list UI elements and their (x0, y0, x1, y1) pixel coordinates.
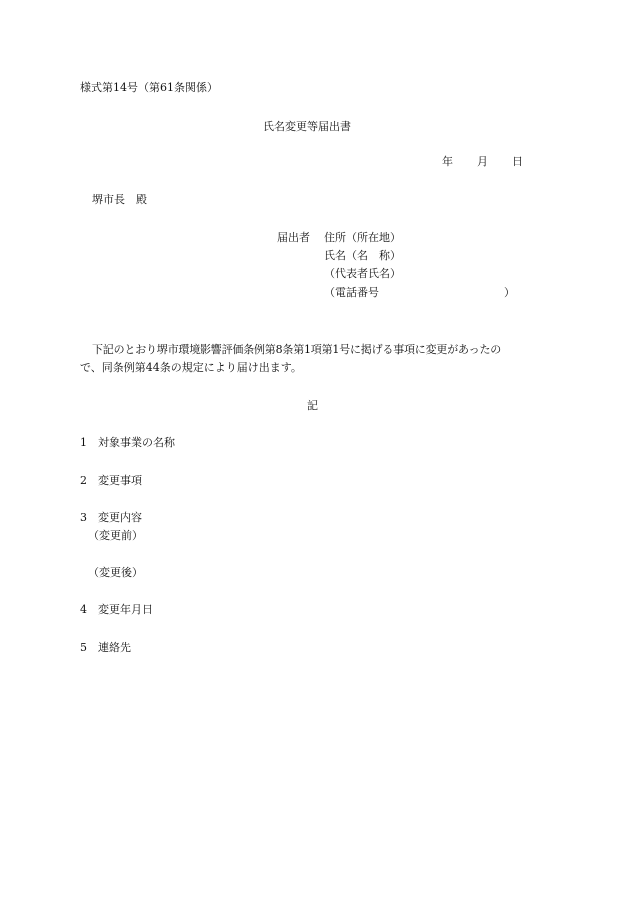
item-target-project-name: 1 対象事業の名称 (80, 436, 175, 449)
name-label: 氏名（名 称） (324, 249, 401, 262)
representative-label: （代表者氏名） (324, 267, 401, 280)
body-text-line-1: 下記のとおり堺市環境影響評価条例第8条第1項第1号に掲げる事項に変更があったの (92, 343, 502, 356)
form-number: 様式第14号（第61条関係） (80, 81, 218, 94)
addressee: 堺市長 殿 (92, 193, 147, 206)
note-heading: 記 (307, 399, 318, 412)
date-year-label: 年 (442, 155, 453, 168)
item-contact: 5 連絡先 (80, 641, 131, 654)
notifier-label: 届出者 (277, 231, 310, 244)
address-label: 住所（所在地） (324, 231, 401, 244)
date-month-label: 月 (477, 155, 488, 168)
item-change-details: 3 変更内容 (80, 511, 142, 524)
item-changed-matters: 2 変更事項 (80, 474, 142, 487)
phone-close-paren: ） (504, 286, 515, 299)
date-day-label: 日 (512, 155, 523, 168)
item-change-after: （変更後） (88, 566, 143, 579)
phone-label: （電話番号 (324, 286, 379, 299)
item-change-date: 4 変更年月日 (80, 603, 153, 616)
body-text-line-2: で、同条例第44条の規定により届け出ます。 (80, 361, 302, 374)
document-title: 氏名変更等届出書 (263, 120, 351, 133)
item-change-before: （変更前） (88, 529, 143, 542)
